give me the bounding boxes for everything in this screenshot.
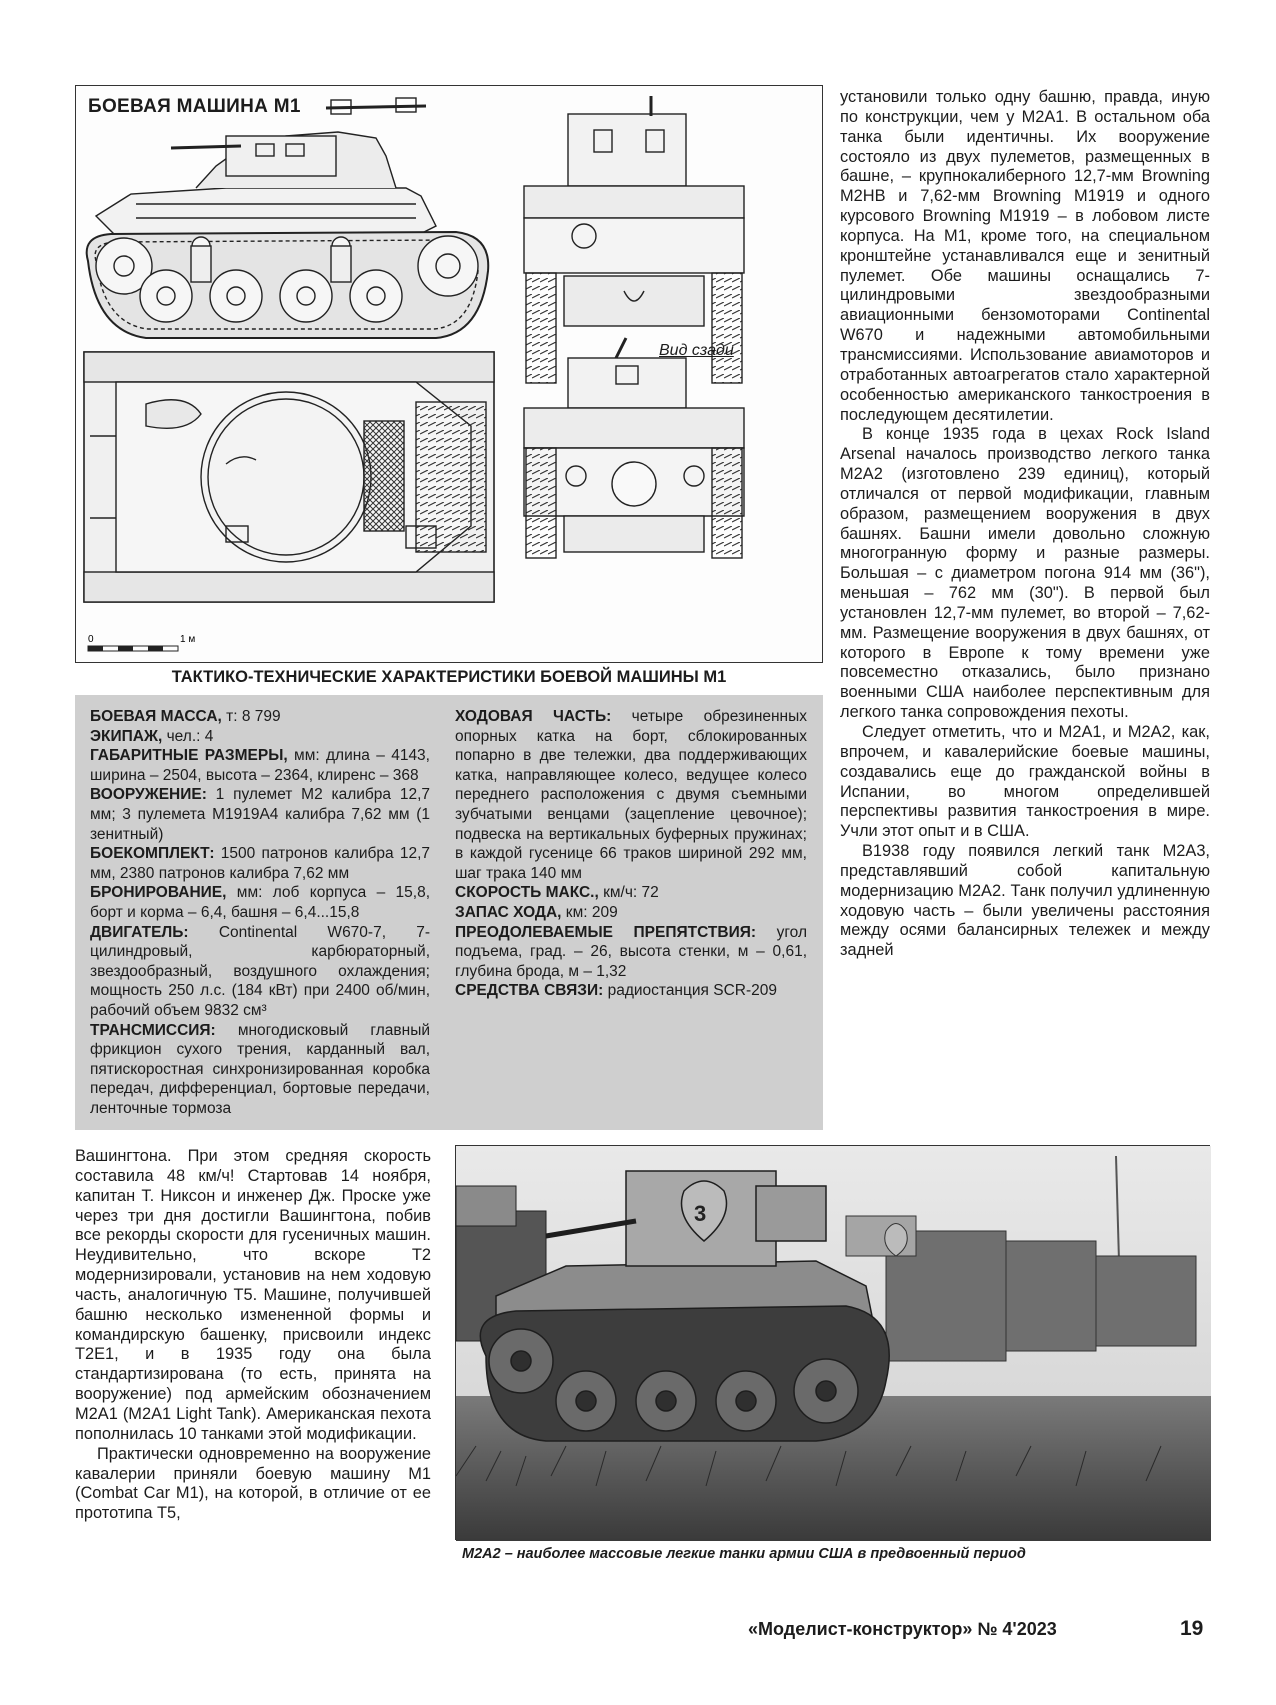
- drawing-title: БОЕВАЯ МАШИНА М1: [88, 96, 301, 117]
- page-number: 19: [1180, 1617, 1204, 1640]
- specs-column-right: [455, 707, 807, 1001]
- tank-drawings: [76, 86, 824, 664]
- spec-crew: ЭКИПАЖ, чел.: 4: [90, 727, 214, 745]
- spec-ammo: БОЕКОМПЛЕКТ: 1500 патронов калибра 12,7 мм, 2380 патронов калибра 7,62 мм: [90, 845, 431, 882]
- scale-end-label: 1 м: [180, 634, 196, 645]
- footer-magazine-title: «Моделист-конструктор» № 4'2023: [748, 1619, 1057, 1639]
- scale-bar: [88, 632, 196, 661]
- spec-combat-weight: БОЕВАЯ МАССА, т: 8 799: [90, 708, 281, 725]
- top-view: [84, 352, 494, 602]
- spec-obstacles: ПРЕОДОЛЕВАЕМЫЕ ПРЕПЯТСТВИЯ: угол подъема, град. – 26, высота стенки, м – 0,61, глубина брода, м – 1,32: [455, 923, 807, 980]
- paragraph: установили только одну башню, правда, иную по конструкции, чем у М2А1. В остальном оба танка были идентичны. Их вооружение состояло из двух пулеметов, размещенных в башне, – крупнокалиберного 12,7-мм Browning M2HB и 7,62-мм Browning M1919 и одного курсового Browning M1919 – в лобовом листе корпуса. На М1, кроме того, на специальном кронштейне устанавливался еще и зенитный пулемет. Обе машины оснащались 7-цилиндровыми звездообразными авиационными бензомоторами Continental W670 и надежными автомобильными трансмиссиями. Использование авиамоторов и отработанных автоагрегатов стало характерной особенностью американского танкостроения в последующем десятилетии.: [840, 88, 1210, 424]
- paragraph: Следует отметить, что и М2А1, и М2А2, как, впрочем, и кавалерийские боевые машины, создавались еще до гражданской войны в Испании, во многом определившей перспективы развития танкостроения в мире. Учли этот опыт и в США.: [840, 723, 1210, 841]
- spec-engine: ДВИГАТЕЛЬ: Continental W670-7, 7-цилиндровый, карбюраторный, звездообразный, воздушного охлаждения; мощность 250 л.с. (184 кВт) при 2400 об/мин, рабочий объем 9832 см³: [90, 923, 431, 1019]
- front-view: [524, 338, 744, 558]
- article-column-left: [75, 1147, 431, 1524]
- tanks-row-image: [456, 1146, 1211, 1541]
- specs-heading: ТАКТИКО-ТЕХНИЧЕСКИЕ ХАРАКТЕРИСТИКИ БОЕВОЙ МАШИНЫ М1: [171, 668, 727, 686]
- spec-armament: ВООРУЖЕНИЕ: 1 пулемет М2 калибра 12,7 мм; 3 пулемета М1919А4 калибра 7,62 мм (1 зенитный): [90, 786, 430, 843]
- specs-column-left: [90, 707, 430, 1118]
- specs-box: [75, 695, 823, 1130]
- spec-armor: БРОНИРОВАНИЕ, мм: лоб корпуса – 15,8, борт и корма – 6,4, башня – 6,4...15,8: [90, 884, 430, 921]
- paragraph: В конце 1935 года в цехах Rock Island Arsenal началось производство легкого танка М2А2 (изготовлено 239 единиц), который отличался от первой модификации, главным образом, размещением вооружения в двух башнях. Башни имели довольно сложную многогранную форму и разные размеры. Большая – с диаметром погона 914 мм (36"), меньшая – 762 мм (30"). В первой был установлен 12,7-мм пулемет, во второй – 7,62-мм. Размещение вооружения в двух башнях, от которого в Европе к тому времени уже повсеместно отказались, было признано военными США наиболее перспективным для легкого танка сопровождения пехоты.: [840, 425, 1210, 722]
- rear-view: [524, 96, 744, 383]
- spec-comms: СРЕДСТВА СВЯЗИ: радиостанция SCR-209: [455, 982, 777, 1000]
- paragraph: Практически одновременно на вооружение кавалерии приняли боевую машину М1 (Combat Car M1), на которой, в отличие от ее прототипа Т5,: [75, 1444, 431, 1523]
- paragraph: Вашингтона. При этом средняя скорость составила 48 км/ч! Стартовав 14 ноября, капитан Т. Никсон и инженер Дж. Проске уже через три дня достигли Вашингтона, побив все рекорды скорости для гусеничных машин. Неудивительно, что вскоре Т2 модернизировали, установив на нем ходовую часть, аналогичную Т5. Машине, получившей башню несколько измененной формы и командирскую башенку, присвоили индекс Т2Е1, и в 1935 году она была стандартизирована (то есть, принята на вооружение) под армейским обозначением М2А1 (M2A1 Light Tank). Американская пехота пополнилась 10 танками этой модификации.: [75, 1147, 431, 1443]
- photo-caption: М2А2 – наиболее массовые легкие танки армии США в предвоенный период: [462, 1546, 1026, 1562]
- scale-start-label: 0: [88, 634, 94, 645]
- turret-number: 3: [694, 1201, 707, 1226]
- spec-dimensions: ГАБАРИТНЫЕ РАЗМЕРЫ, мм: длина – 4143, ширина – 2504, высота – 2364, клиренс – 368: [90, 747, 430, 784]
- technical-drawing: [75, 85, 823, 663]
- tank-photo: [455, 1145, 1210, 1540]
- rear-view-label: Вид сзади: [659, 342, 734, 359]
- side-view: [87, 98, 489, 338]
- article-column-right: [840, 88, 1210, 961]
- spec-transmission: ТРАНСМИССИЯ: многодисковый главный фрикцион сухого трения, карданный вал, пятискоростная синхронизированная коробка передач, дифференциал, бортовые передачи, ленточные тормоза: [90, 1021, 431, 1117]
- spec-range: ЗАПАС ХОДА, км: 209: [455, 903, 618, 921]
- spec-running-gear: ХОДОВАЯ ЧАСТЬ: четыре обрезиненных опорных катка на борт, сблокированных попарно в две тележки, два поддерживающих катка, направляющее колесо, ведущее колесо переднего расположения с двумя съемными зубчатыми венцами (зацепление цевочное); подвеска на вертикальных буферных пружинах; в каждой гусенице 66 траков шириной 292 мм, шаг трака 140 мм: [455, 708, 808, 882]
- spec-speed: СКОРОСТЬ МАКС., км/ч: 72: [455, 884, 659, 902]
- paragraph: В1938 году появился легкий танк М2А3, представлявший собой капитальную модернизацию М2А2. Танк получил удлиненную ходовую часть – были увеличены расстояния между осями балансирных тележек и между задней: [840, 842, 1210, 960]
